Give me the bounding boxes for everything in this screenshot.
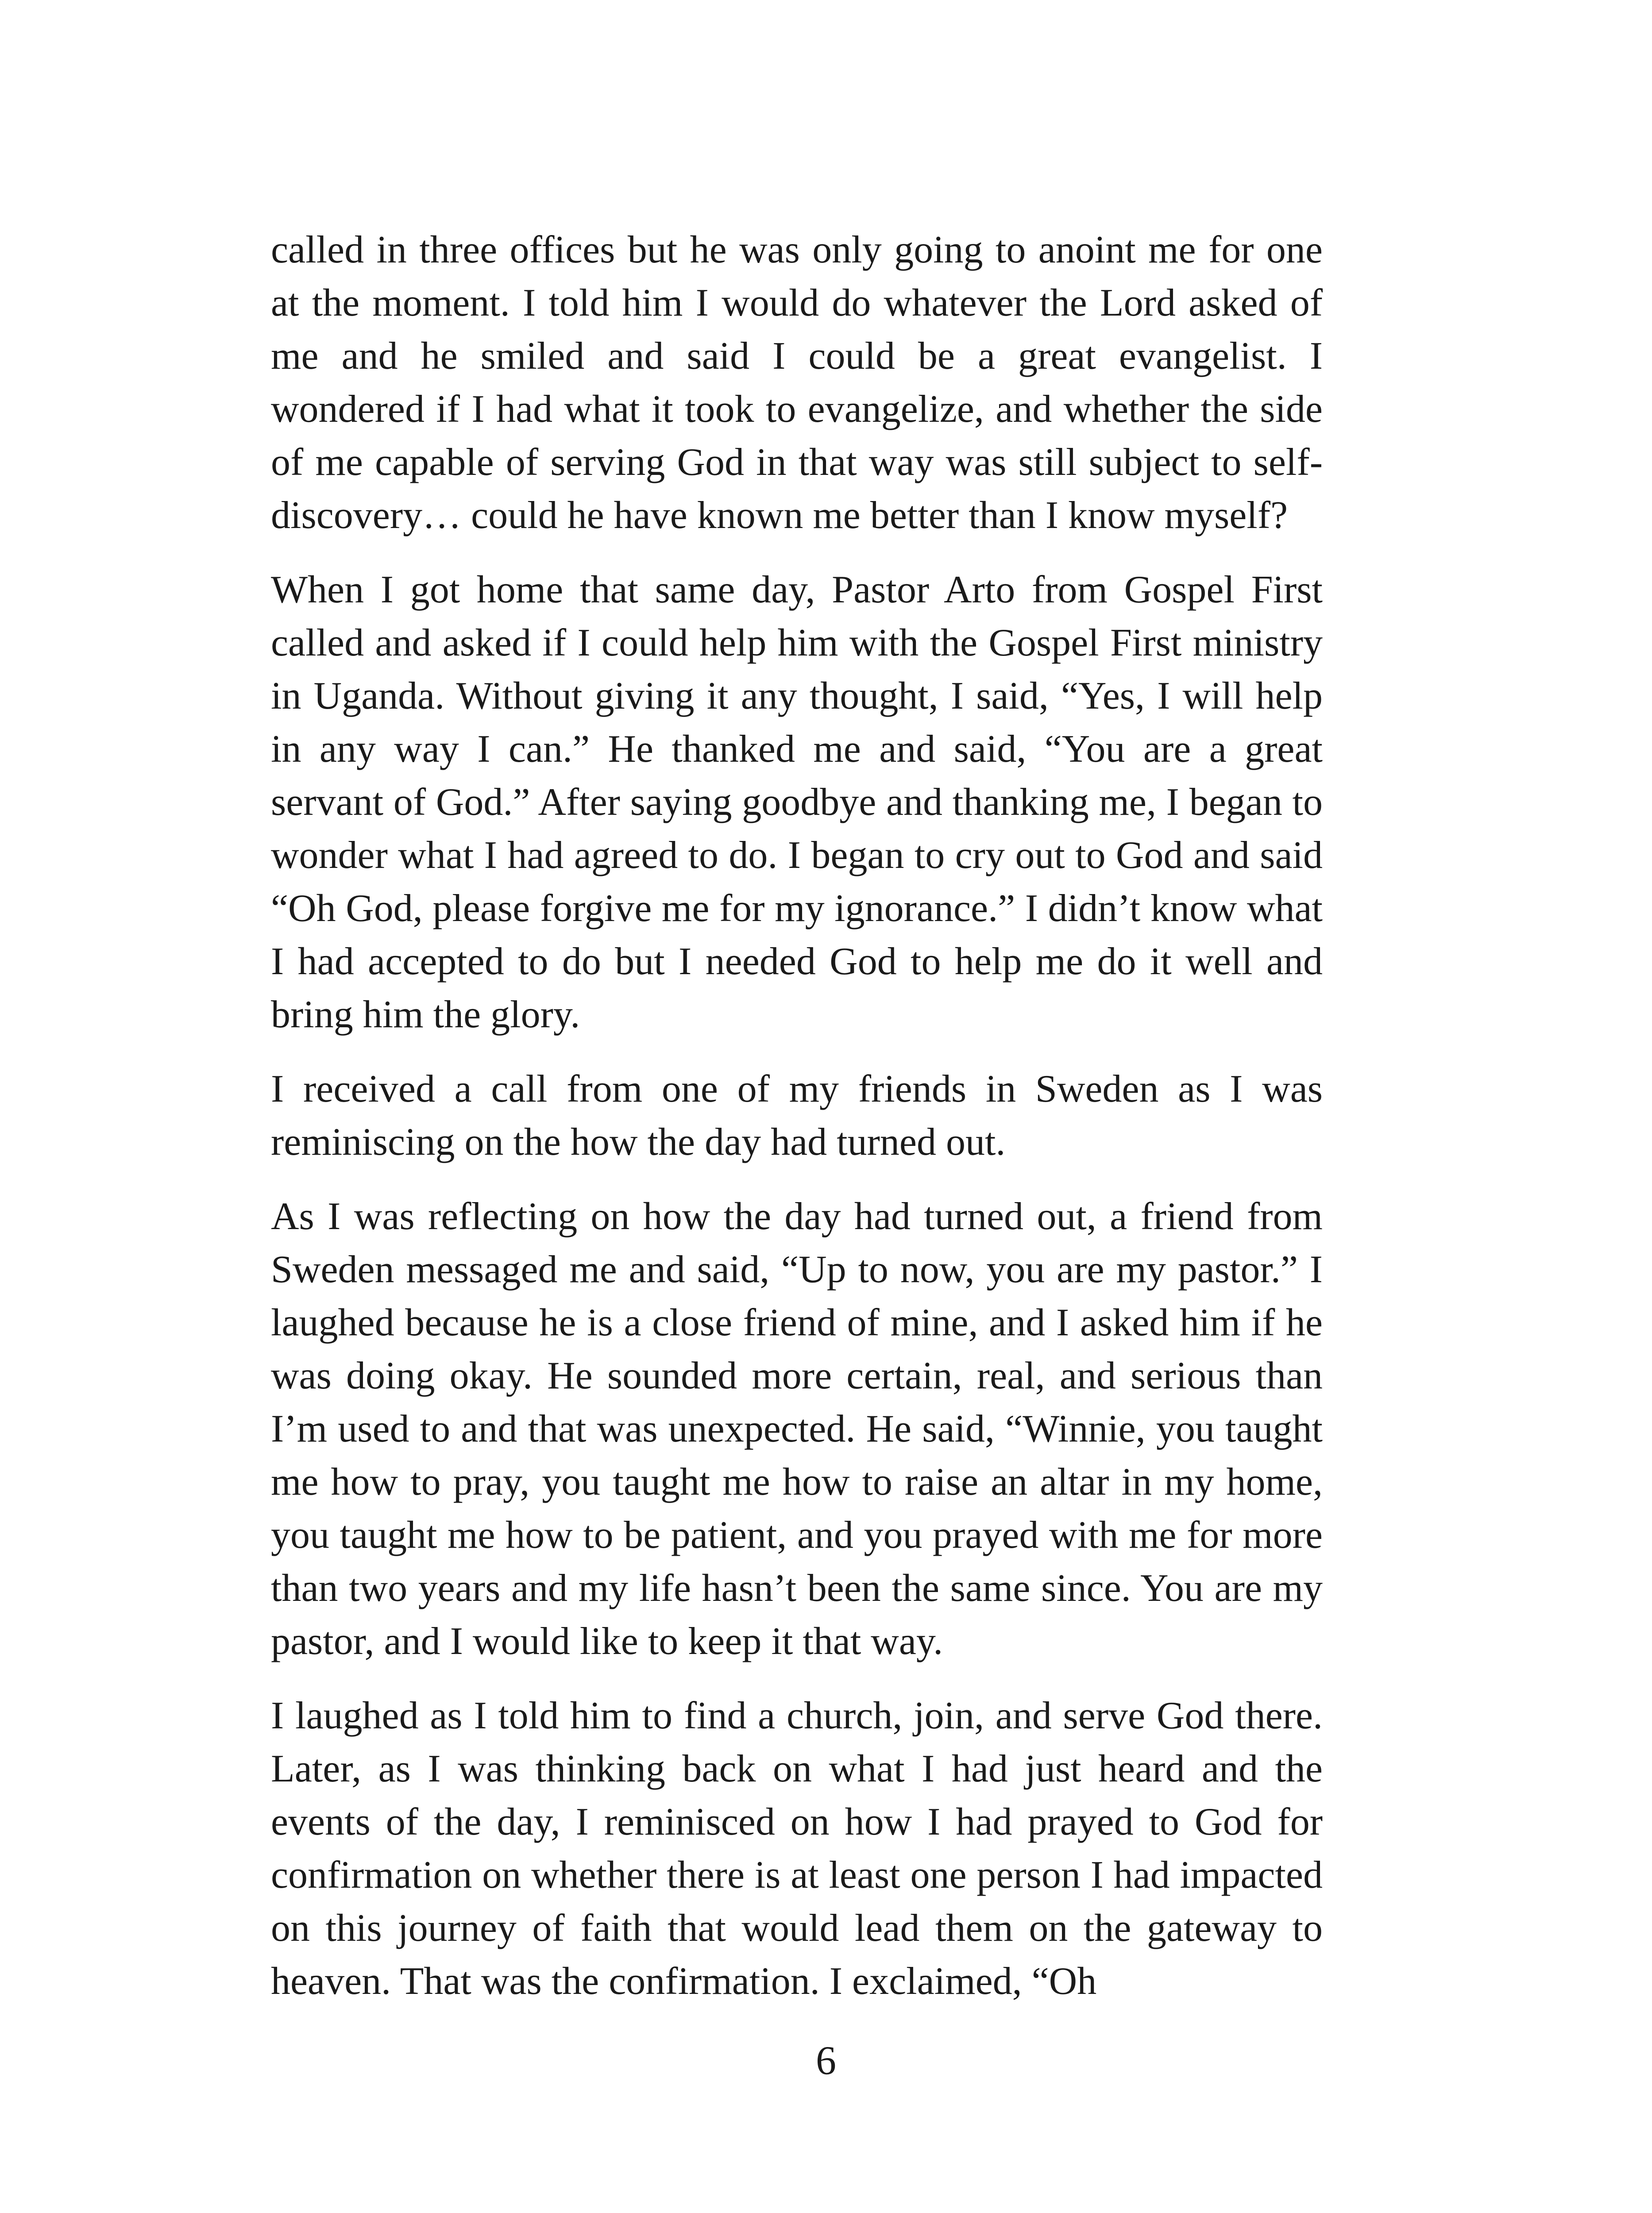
paragraph-1: called in three offices but he was only going to anoint me for one at the moment. I told him I would do whatever the Lord asked of me and he smiled and said I could be a great evangelist. I wondered if I had what it took to evangelize, and whether the side of me capable of serving God in that way was still subject to self-discovery… could he have known me better than I know myself? (271, 228, 1323, 537)
page-number: 6 (816, 2038, 836, 2083)
paragraph-2: When I got home that same day, Pastor Arto from Gospel First called and asked if I could help him with the Gospel First ministry in Uganda. Without giving it any thought, I said, “Yes, I will help in any way I can.” He thanked me and said, “You are a great servant of God.” After saying goodbye and thanking me, I began to wonder what I had agreed to do. I began to cry out to God and said “Oh God, please forgive me for my ignorance.” I didn’t know what I had accepted to do but I needed God to help me do it well and bring him the glory. (271, 568, 1323, 1036)
paragraph-5: I laughed as I told him to find a church, join, and serve God there. Later, as I was thinking back on what I had just heard and the events of the day, I reminisced on how I had prayed to God for confirmation on whether there is at least one person I had impacted on this journey of faith that would lead them on the gateway to heaven. That was the confirmation. I exclaimed, “Oh (271, 1694, 1323, 2003)
paragraph-4: As I was reflecting on how the day had turned out, a friend from Sweden messaged me and said, “Up to now, you are my pastor.” I laughed because he is a close friend of mine, and I asked him if he was doing okay. He sounded more certain, real, and serious than I’m used to and that was unexpected. He said, “Winnie, you taught me how to pray, you taught me how to raise an altar in my home, you taught me how to be patient, and you prayed with me for more than two years and my life hasn’t been the same since. You are my pastor, and I would like to keep it that way. (271, 1195, 1323, 1663)
paragraph-3: I received a call from one of my friends in Sweden as I was reminiscing on the how the day had turned out. (271, 1068, 1323, 1164)
body-text (271, 224, 1323, 2029)
